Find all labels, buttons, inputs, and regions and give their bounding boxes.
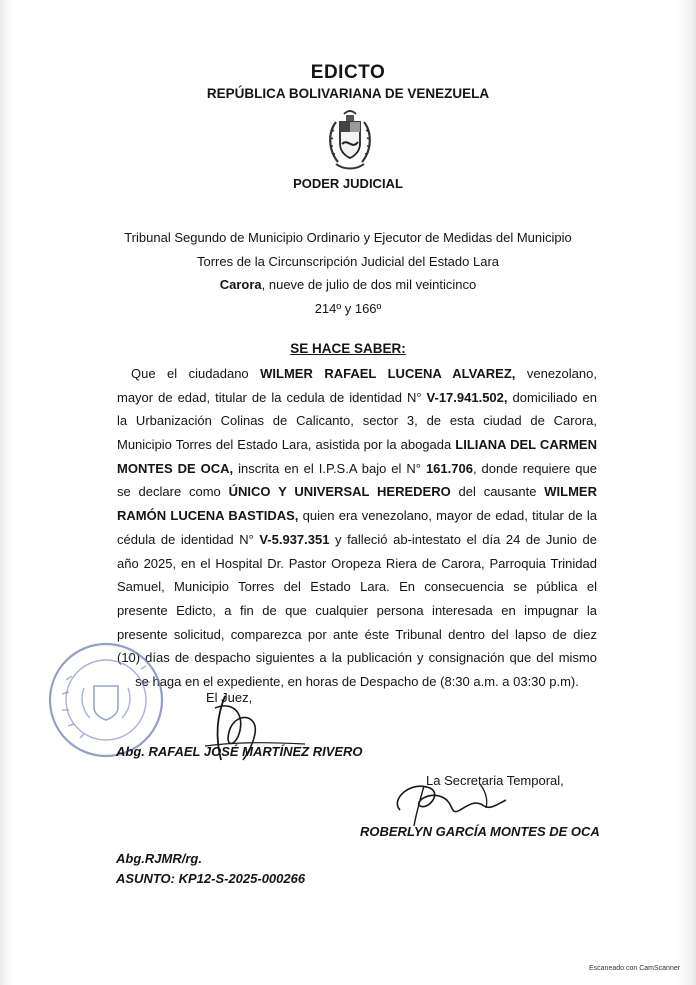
judge-label: El Juez, [206,690,253,705]
court-date: , nueve de julio de dos mil veinticinco [261,277,477,292]
reference-block [116,849,305,889]
body-text: , donde requiere que [472,460,597,476]
body-text: del causante [450,484,545,500]
court-line-2: Torres de la Circunscripción Judicial del Estado Lara [196,253,500,269]
deceased-id: V-5.937.351 [259,531,330,547]
institution-name: PODER JUDICIAL [293,176,403,191]
body-line [117,504,597,528]
case-number: ASUNTO: KP12-S-2025-000266 [116,871,306,886]
court-date-line [0,273,696,297]
deceased-name: RAMÓN LUCENA BASTIDAS, [117,508,299,524]
body-line: la Urbanización Colinas de Calicanto, sector 3, de esta ciudad de Carora, [117,413,597,429]
country-name: REPÚBLICA BOLIVARIANA DE VENEZUELA [206,86,490,101]
body-line [117,528,597,552]
coat-of-arms-icon [326,108,374,172]
body-line: Samuel, Municipio Torres del Estado Lara. En consecuencia se pública el [117,579,597,595]
secretary-name: ROBERLYN GARCÍA MONTES DE OCA [360,824,600,839]
deceased-name: WILMER [544,484,597,500]
body-line [117,457,597,481]
body-line [117,433,597,457]
body-text: y falleció ab-intestato el día 24 de Junio de [329,531,597,547]
judge-name: Abg. RAFAEL JOSÉ MARTÍNEZ RIVERO [116,744,363,759]
lawyer-name: LILIANA DEL CARMEN [455,437,597,453]
initials: Abg.RJMR/rg. [116,851,202,866]
body-text: domiciliado en [507,389,597,405]
court-line-1: Tribunal Segundo de Municipio Ordinario y Ejecutor de Medidas del Municipio [124,230,572,245]
body-line: se haga en el expediente, en horas de Despacho de (8:30 a.m. a 03:30 p.m). [135,673,579,689]
court-years: 214º y 166º [314,300,382,316]
ipsa-number: 161.706 [425,460,473,476]
document-title: EDICTO [310,62,386,83]
applicant-id: V-17.941.502, [426,389,508,405]
lawyer-name: MONTES DE OCA, [117,460,234,476]
applicant-name: WILMER RAFAEL LUCENA ALVAREZ, [260,366,516,381]
court-block [0,226,696,320]
secretary-label: La Secretaria Temporal, [426,773,564,788]
body-line: presente solicitud, comparezca por ante éste Tribunal dentro del lapso de diez [117,626,597,642]
body-text: inscrita en el I.P.S.A bajo el N° [233,460,426,476]
body-text: Municipio Torres del Estado Lara, asistida por la abogada [117,437,456,453]
heir-designation: ÚNICO Y UNIVERSAL HEREDERO [228,484,451,500]
body-line: año 2025, en el Hospital Dr. Pastor Oropeza Riera de Carora, Parroquia Trinidad [117,555,597,571]
body-line [117,362,597,386]
body-text: Que el ciudadano [131,366,261,381]
court-place: Carora [219,277,262,292]
body-text: venezolano, [515,366,597,381]
body-line: presente Edicto, a fin de que cualquier persona interesada en impugnar la [117,602,597,618]
body-text: se declare como [117,484,229,500]
body-text: quien era venezolano, mayor de edad, titular de la [298,508,597,524]
body-line [117,480,597,504]
body-line [117,386,597,410]
notice-heading: SE HACE SABER: [290,341,406,356]
body-line: (10) días de despacho siguientes a la publicación y consignación que del mismo [117,650,597,666]
scanner-watermark: Escaneado con CamScanner [589,965,681,972]
body-text: mayor de edad, titular de la cedula de identidad N° [117,389,427,405]
body-text: cédula de identidad N° [117,531,260,547]
